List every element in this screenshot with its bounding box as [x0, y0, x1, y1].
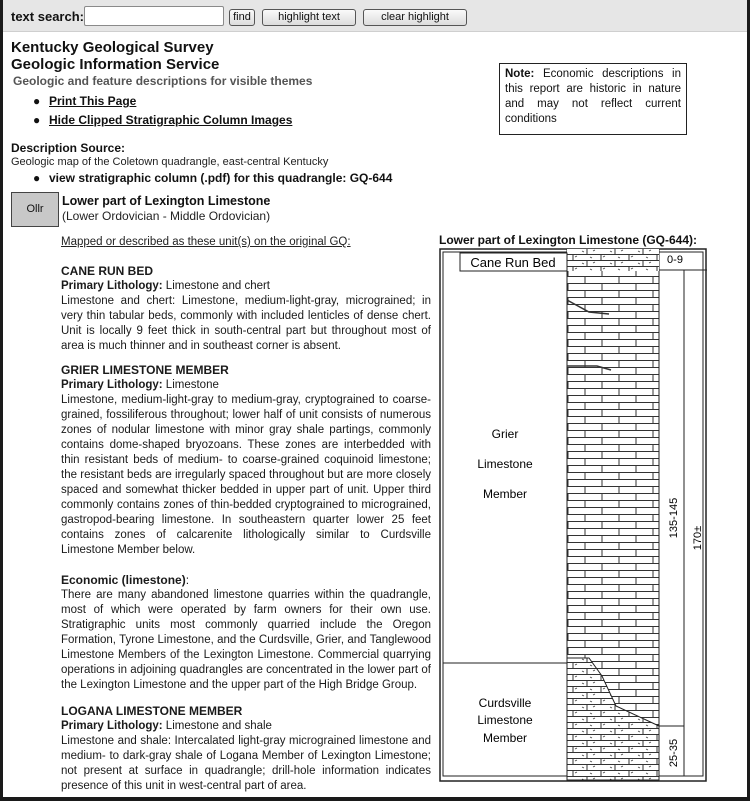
economic-description-text: There are many abandoned limestone quarries within the quadrangle, most of which were operated by farm owners for their own use. Stratigraphic units most commonly quarried include the Oregon Formation, Tyrone Limestone, and the Curdsville, Grier, and Tanglewood Limestone Members of the Lexington Limestone. Commercial quarrying operations in adjoining quadrangles are concentrated in the lower part of the Lexington Limestone and the upper part of the High Bridge Group.: [61, 589, 431, 691]
curdsville-label-line2: Limestone: [477, 713, 533, 727]
lithology-value: Limestone and shale: [162, 720, 272, 732]
unit-description-cane-run: [61, 264, 431, 354]
cane-run-label: Cane Run Bed: [470, 255, 556, 270]
print-page-link[interactable]: Print This Page: [49, 94, 137, 108]
description-source-text: Geologic map of the Coletown quadrangle, east-central Kentucky: [11, 156, 329, 168]
lithology-label: Primary Lithology:: [61, 280, 163, 292]
page-title: Kentucky Geological Survey: [11, 39, 214, 56]
unit-heading: CANE RUN BED: [61, 264, 154, 278]
curdsville-label-line3: Member: [482, 731, 528, 745]
cane-run-thickness: 0-9: [667, 254, 683, 266]
strat-column-image: [439, 248, 707, 782]
unit-description-grier: [61, 363, 431, 558]
primary-lithology: [61, 378, 431, 393]
search-toolbar: [3, 0, 747, 32]
mapped-units-label: Mapped or described as these unit(s) on the original GQ:: [61, 236, 351, 248]
lithology-label: Primary Lithology:: [61, 379, 163, 391]
unit-heading: GRIER LIMESTONE MEMBER: [61, 363, 229, 377]
search-label: text search:: [11, 9, 84, 24]
clear-highlight-button[interactable]: clear highlight: [363, 9, 467, 26]
unit-description-text: Limestone, medium-light-gray to medium-gray, cryptograined to coarse-grained, fossiliferous throughout; lower half of unit consists of numerous zones of nodular limestone with minor gray shale partings, commonly contains dome-shaped bryozoans. These zones are interbedded with thin resistant beds of medium- to coarse-grained coquinoid limestone; the resistant beds are irregularly spaced throughout but are more closely spaced and somewhat thicker bedded in upper part of unit. Upper third commonly contains zones of thin-bedded cryptograined to micrograined, gastropod-bearing limestone. In southeastern quarter lower 25 feet contains zones of calcarenite lithologically similar to Curdsville Limestone Member below.: [61, 394, 431, 556]
lithology-value: Limestone and chert: [162, 280, 271, 292]
search-input[interactable]: [84, 6, 224, 26]
primary-lithology: [61, 719, 431, 734]
curdsville-thickness: 25-35: [668, 738, 680, 768]
total-thickness: 170±: [692, 525, 704, 551]
lithology-column-cane-run: [567, 249, 659, 271]
unit-age: (Lower Ordovician - Middle Ordovician): [62, 209, 271, 223]
description-source-heading: Description Source:: [11, 141, 126, 155]
economic-heading: [61, 573, 431, 588]
unit-symbol-badge: Ollr: [11, 192, 59, 227]
bullet-icon: ●: [33, 113, 41, 127]
highlight-text-button[interactable]: highlight text: [262, 9, 356, 26]
economic-heading-text: Economic (limestone): [61, 573, 186, 587]
unit-description-text: Limestone and shale: Intercalated light-gray micrograined limestone and medium- to dark-gray shale of Logana Member of Lexington Limestone; not present at surface in quadrangle; drill-hole information indicates presence of this unit in west-central part of area.: [61, 735, 431, 792]
strat-column-link[interactable]: view stratigraphic column (.pdf) for this quadrangle: GQ-644: [49, 171, 393, 185]
unit-description-logana: [61, 704, 431, 794]
lithology-value: Limestone: [162, 379, 219, 391]
unit-name: Lower part of Lexington Limestone: [62, 194, 271, 208]
lithology-label: Primary Lithology:: [61, 720, 163, 732]
note-box: [499, 63, 687, 135]
find-button[interactable]: find: [229, 9, 255, 26]
primary-lithology: [61, 279, 431, 294]
grier-label-line1: Grier: [491, 427, 519, 441]
bullet-icon: ●: [33, 94, 41, 108]
page: [3, 0, 747, 797]
curdsville-label-line1: Curdsville: [478, 696, 532, 710]
economic-description: [61, 573, 431, 693]
note-text: Economic descriptions in this report are historic in nature and may not reflect current conditions: [505, 68, 681, 125]
note-label: Note:: [505, 68, 535, 80]
unit-heading: LOGANA LIMESTONE MEMBER: [61, 704, 243, 718]
strat-column-title: Lower part of Lexington Limestone (GQ-644):: [439, 233, 698, 247]
grier-label-line2: Limestone: [477, 457, 533, 471]
hide-images-link[interactable]: Hide Clipped Stratigraphic Column Images: [49, 113, 293, 127]
bullet-icon: ●: [33, 171, 41, 185]
grier-label-line3: Member: [482, 487, 528, 501]
page-description: Geologic and feature descriptions for visible themes: [13, 74, 313, 88]
grier-thickness: 135-145: [668, 497, 680, 539]
unit-description-text: Limestone and chert: Limestone, medium-light-gray, micrograined; in very thin tabular beds, commonly with included lenticles of dense chert. Unit is locally 9 feet thick in south-central part but throughout most of area is much thinner and in southeast corner is absent.: [61, 295, 431, 352]
page-subtitle: Geologic Information Service: [11, 56, 220, 73]
economic-heading-colon: :: [185, 573, 190, 587]
